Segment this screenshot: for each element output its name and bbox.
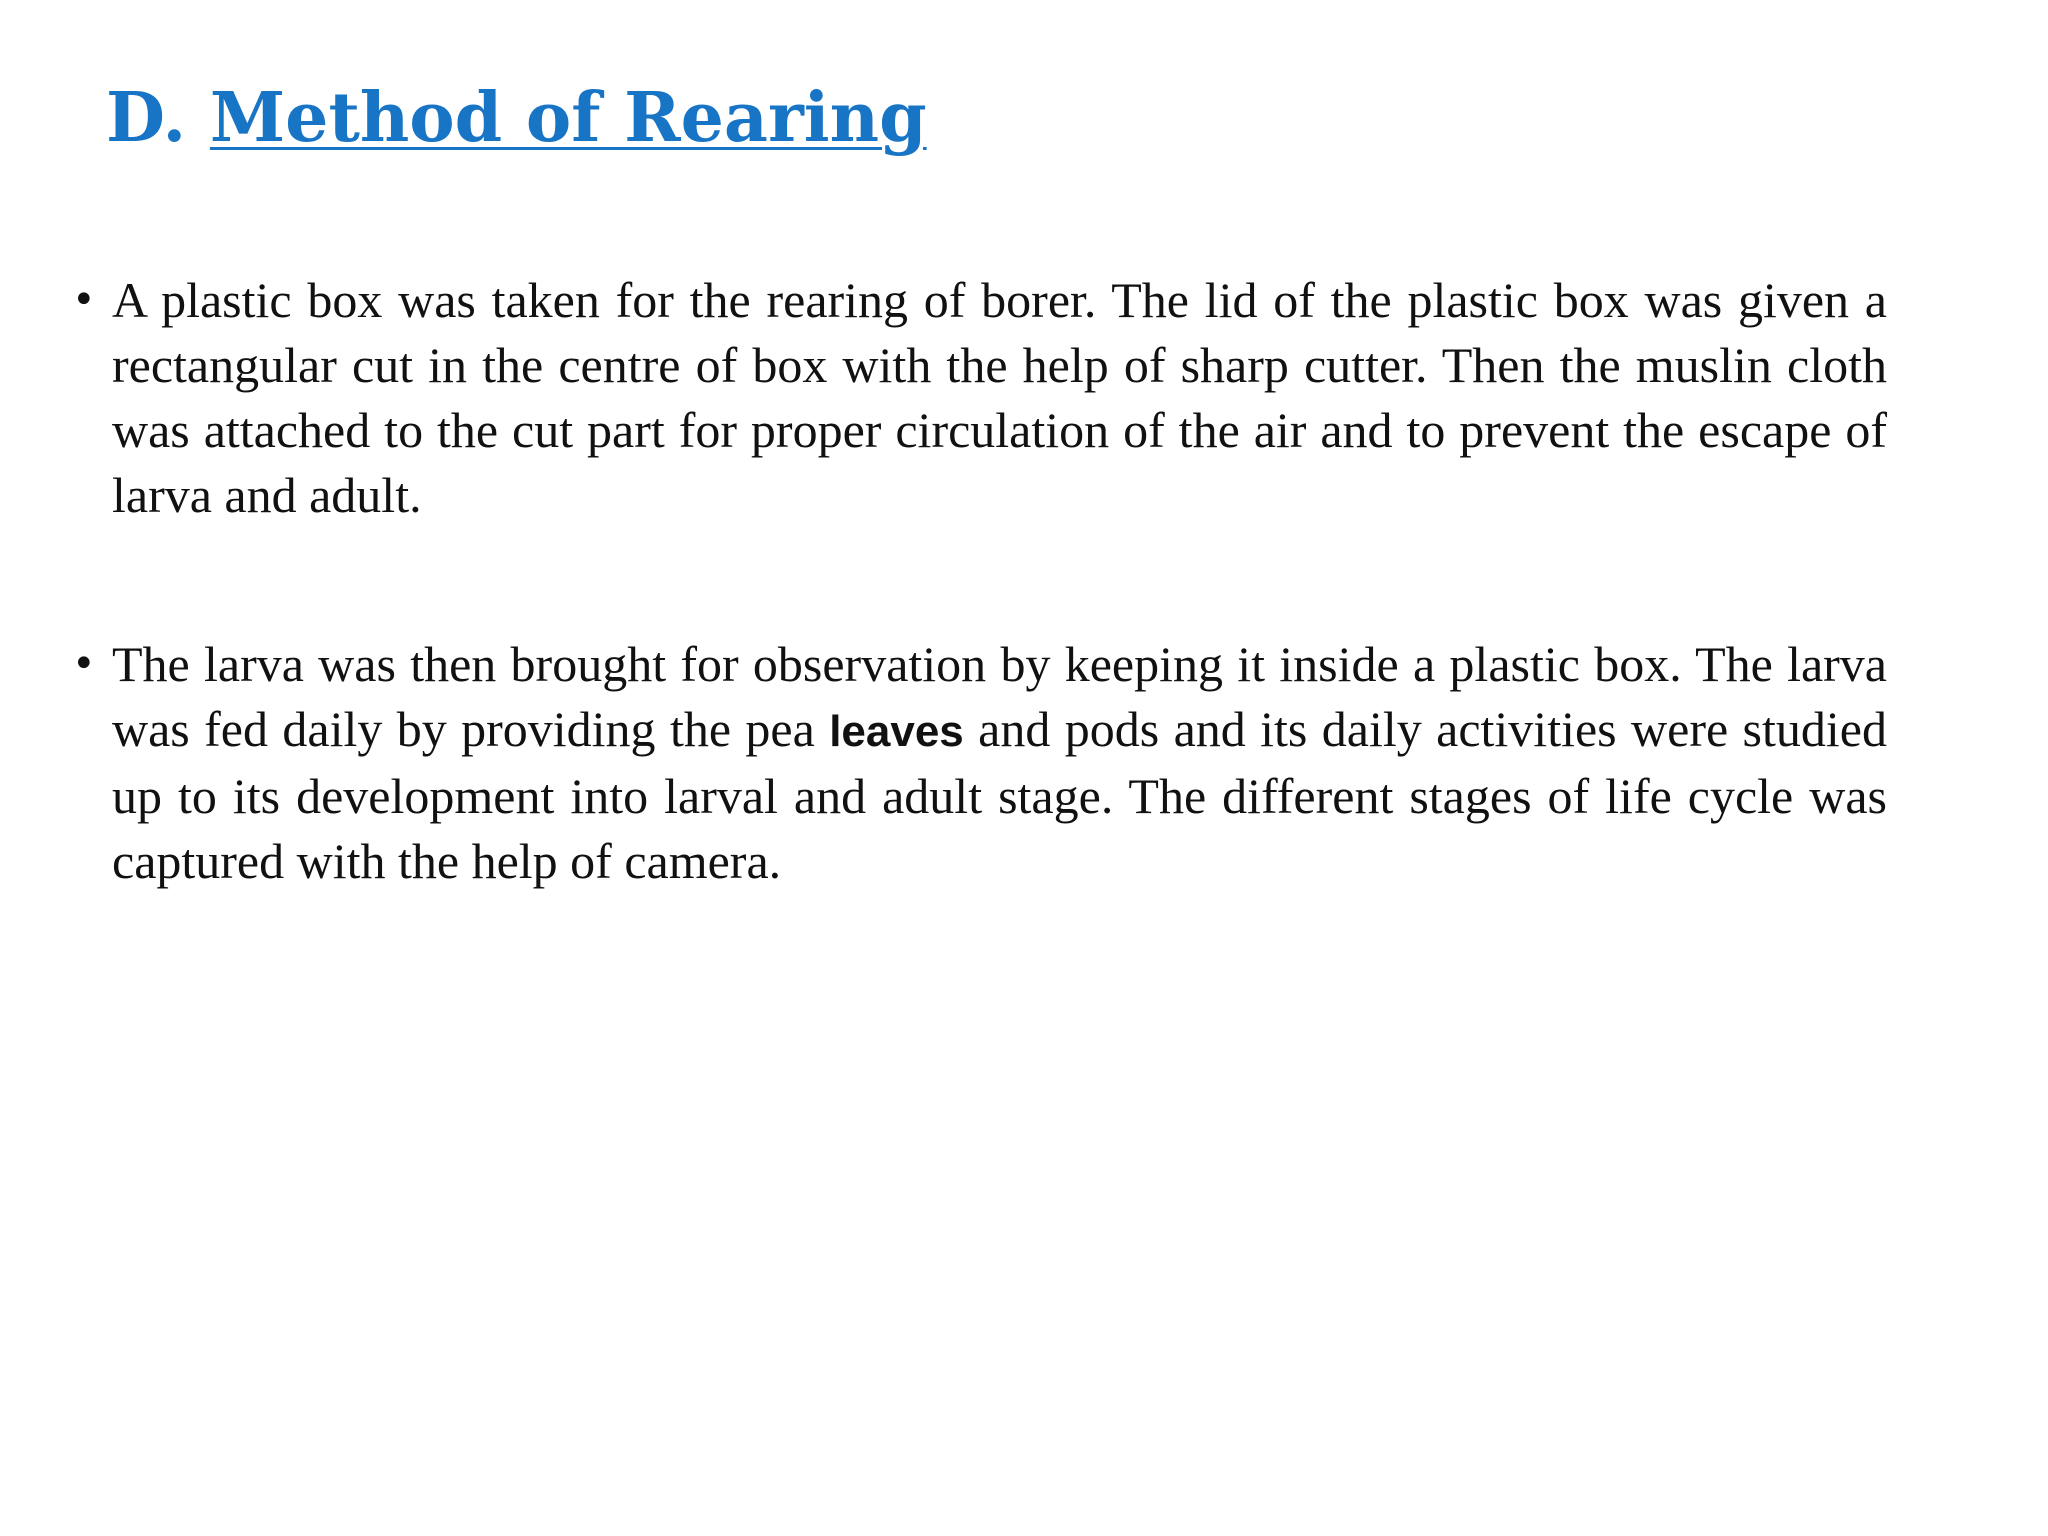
bullet-item-rearing-box xyxy=(72,268,1887,528)
bullet-text-before: The larva was then brought for observation by keeping it inside a plastic box. The larva was fed daily by providing the pea xyxy=(112,636,1887,757)
slide-title xyxy=(106,78,927,160)
bullet-icon: • xyxy=(72,641,96,687)
bullet-item-larva-observation xyxy=(72,632,1887,894)
title-text: Method of Rearing xyxy=(209,78,927,158)
bullet-bold-word: leaves xyxy=(829,707,964,756)
bullet-icon: • xyxy=(72,277,96,323)
title-prefix: D. xyxy=(106,78,187,158)
bullet-text-after: and pods and its daily activities were studied up to its development into larval and adult stage. The different stages of life cycle was captured with the help of camera. xyxy=(112,701,1887,889)
bullet-text: A plastic box was taken for the rearing of borer. The lid of the plastic box was given a rectangular cut in the centre of box with the help of sharp cutter. Then the muslin cloth was attached to the cut part for proper circulation of the air and to prevent the escape of larva and adult. xyxy=(112,272,1887,523)
bullet-list xyxy=(72,268,1887,998)
